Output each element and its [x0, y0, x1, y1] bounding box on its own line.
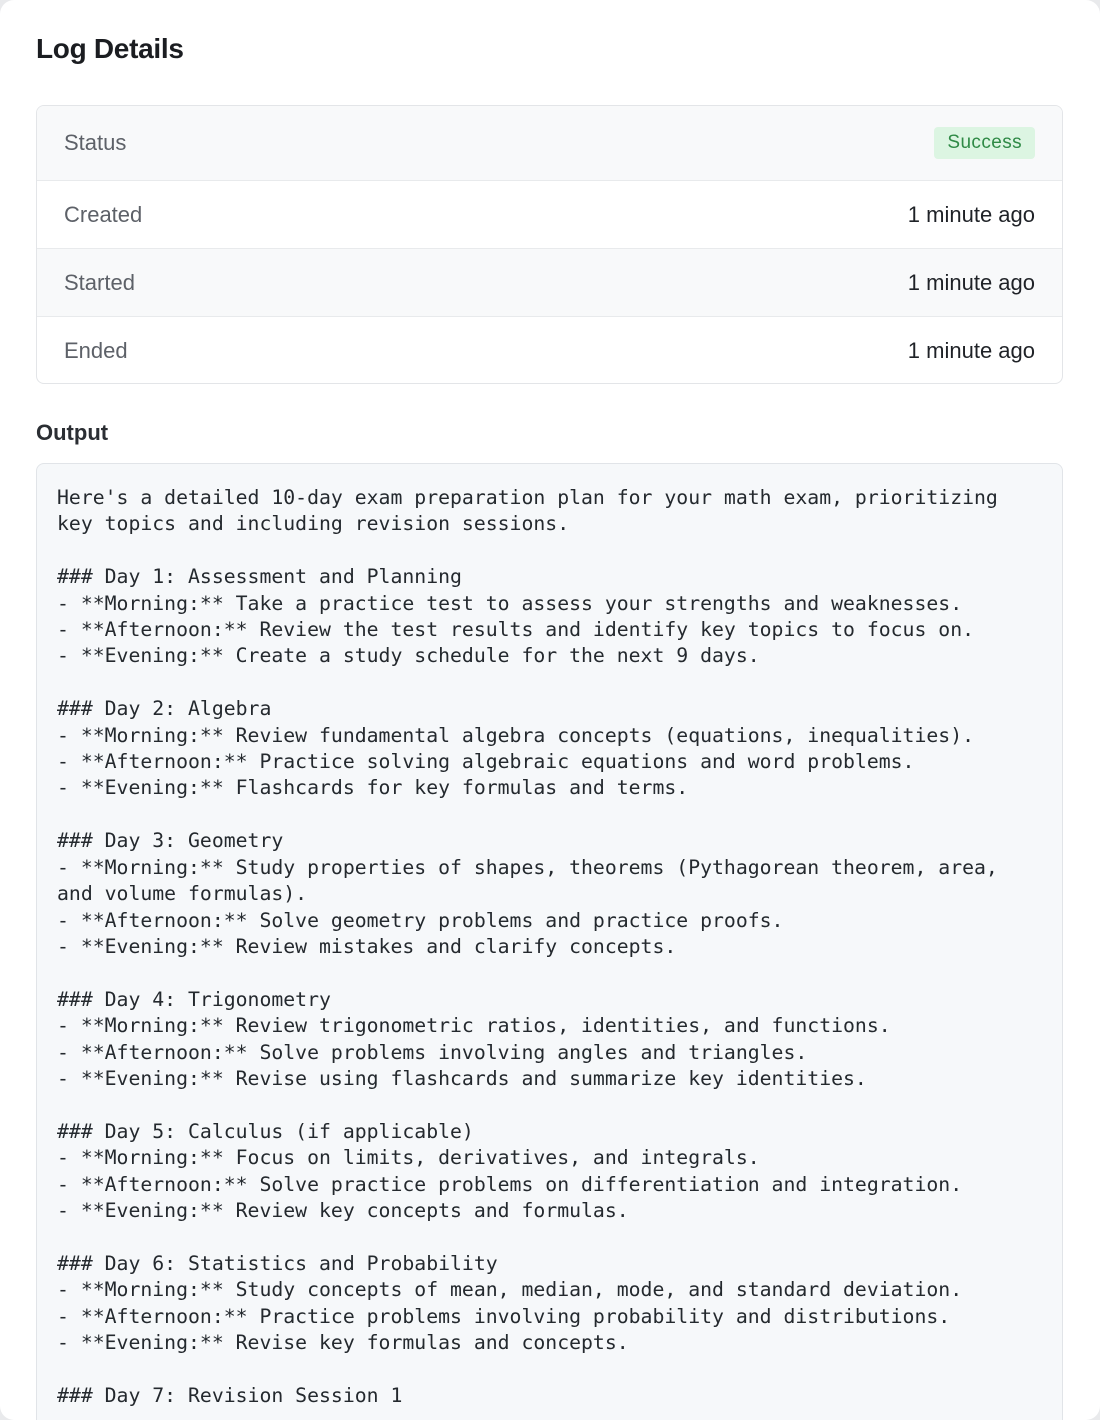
output-box[interactable] — [36, 463, 1063, 1420]
page-title: Log Details — [36, 33, 184, 64]
output-text: Here's a detailed 10-day exam preparation plan for your math exam, prioritizing key topics and including revision sessions. ### Day 1: Assessment and Planning - **Morning:** Take a practice test to assess your strengths and weaknesses. - **Afternoon:** Review the test results and identify key topics to focus on. - **Evening:** Create a study schedule for the next 9 days. ### Day 2: Algebra - **Morning:** Review fundamental algebra concepts (equations, inequalities). - **Afternoon:** Practice solving algebraic equations and word problems. - **Evening:** Flashcards for key formulas and terms. ### Day 3: Geometry - **Morning:** Study properties of shapes, theorems (Pythagorean theorem, area, and volume formulas). - **Afternoon:** Solve geometry problems and practice proofs. - **Evening:** Review mistakes and clarify concepts. ### Day 4: Trigonometry - **Morning:** Review trigonometric ratios, identities, and functions. - **Afternoon:** Solve problems involving angles and triangles. - **Evening:** Revise using flashcards and summarize key identities. ### Day 5: Calculus (if applicable) - **Morning:** Focus on limits, derivatives, and integrals. - **Afternoon:** Solve practice problems on differentiation and integration. - **Evening:** Review key concepts and formulas. ### Day 6: Statistics and Probability - **Morning:** Study concepts of mean, median, mode, and standard deviation. - **Afternoon:** Practice problems involving probability and distributions. - **Evening:** Revise key formulas and concepts. ### Day 7: Revision Session 1 — [57, 486, 998, 1407]
created-value: 1 minute ago — [907, 201, 1035, 227]
ended-label: Ended — [64, 338, 128, 363]
detail-row-status — [37, 106, 1062, 181]
created-label: Created — [64, 201, 143, 227]
details-card — [36, 105, 1063, 384]
started-label: Started — [64, 269, 135, 295]
ended-value: 1 minute ago — [907, 338, 1035, 363]
detail-row-ended — [37, 317, 1062, 384]
output-heading: Output — [36, 420, 109, 445]
started-value: 1 minute ago — [907, 269, 1035, 295]
detail-row-started — [37, 249, 1062, 317]
status-label: Status — [64, 130, 127, 155]
status-badge: Success — [934, 127, 1035, 159]
detail-row-created — [37, 181, 1062, 249]
